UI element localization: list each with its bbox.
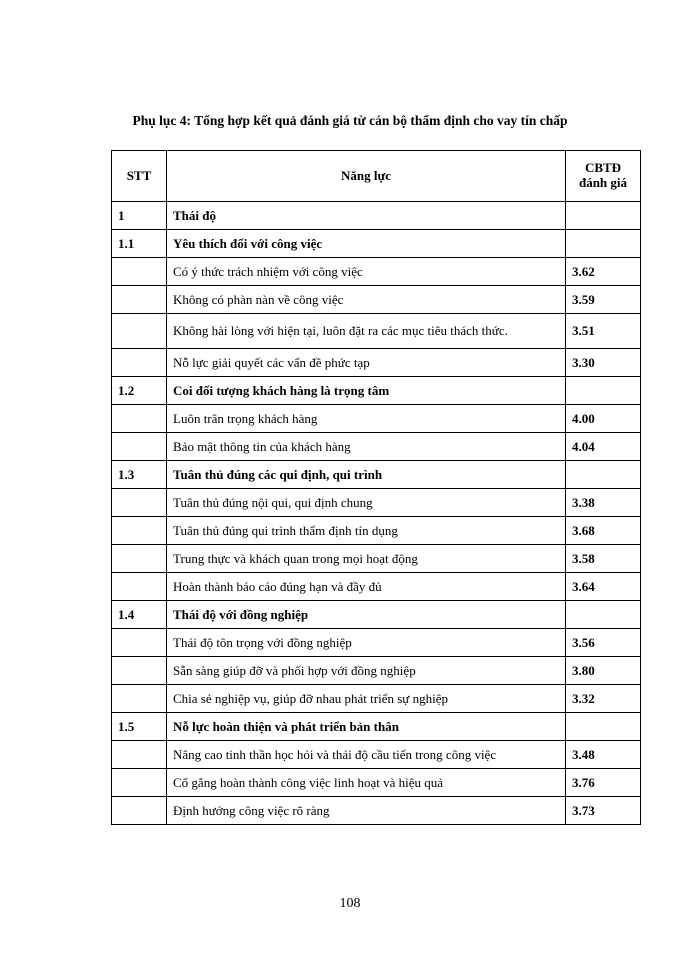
table-row [112, 629, 641, 657]
table-row [112, 517, 641, 545]
stt-cell [112, 517, 167, 545]
table-row [112, 258, 641, 286]
stt-cell [112, 629, 167, 657]
competency-cell: Bảo mật thông tin của khách hàng [167, 433, 566, 461]
stt-cell [112, 286, 167, 314]
evaluation-table [111, 150, 641, 825]
stt-cell: 1.4 [112, 601, 167, 629]
page-number: 108 [339, 896, 361, 911]
score-cell [566, 713, 641, 741]
table-row [112, 657, 641, 685]
competency-cell: Tuân thủ đúng nội qui, qui định chung [167, 489, 566, 517]
section-row [112, 461, 641, 489]
competency-cell: Trung thực và khách quan trong mọi hoạt động [167, 545, 566, 573]
score-cell: 3.30 [566, 349, 641, 377]
score-cell: 3.48 [566, 741, 641, 769]
section-row [112, 202, 641, 230]
competency-cell: Hoàn thành báo cáo đúng hạn và đầy đủ [167, 573, 566, 601]
competency-cell: Chia sẻ nghiệp vụ, giúp đỡ nhau phát triển sự nghiệp [167, 685, 566, 713]
table-row [112, 349, 641, 377]
score-cell: 3.51 [566, 314, 641, 349]
table-row [112, 286, 641, 314]
competency-cell: Tuân thủ đúng qui trình thẩm định tín dụng [167, 517, 566, 545]
competency-cell: Cố gắng hoàn thành công việc linh hoạt và hiệu quả [167, 769, 566, 797]
table-row [112, 797, 641, 825]
stt-cell [112, 405, 167, 433]
section-row [112, 601, 641, 629]
page-title: Phụ lục 4: Tổng hợp kết quả đánh giá từ cán bộ thẩm định cho vay tín chấp [132, 113, 568, 128]
score-cell: 3.56 [566, 629, 641, 657]
stt-cell [112, 797, 167, 825]
stt-cell: 1.1 [112, 230, 167, 258]
stt-cell [112, 258, 167, 286]
stt-cell [112, 741, 167, 769]
score-cell [566, 230, 641, 258]
table-header-row [112, 151, 641, 202]
competency-cell: Nỗ lực hoàn thiện và phát triển bản thân [167, 713, 566, 741]
stt-cell [112, 433, 167, 461]
stt-cell [112, 349, 167, 377]
score-cell: 3.59 [566, 286, 641, 314]
competency-cell: Luôn trân trọng khách hàng [167, 405, 566, 433]
stt-cell [112, 573, 167, 601]
table-row [112, 314, 641, 349]
score-cell: 3.68 [566, 517, 641, 545]
score-cell: 3.62 [566, 258, 641, 286]
score-cell: 4.04 [566, 433, 641, 461]
score-cell: 4.00 [566, 405, 641, 433]
header-nang-luc: Năng lực [167, 151, 566, 202]
score-cell [566, 377, 641, 405]
score-cell: 3.80 [566, 657, 641, 685]
competency-cell: Coi đối tượng khách hàng là trọng tâm [167, 377, 566, 405]
competency-cell: Sẵn sàng giúp đỡ và phối hợp với đồng nghiệp [167, 657, 566, 685]
stt-cell: 1.2 [112, 377, 167, 405]
table-row [112, 741, 641, 769]
score-cell [566, 202, 641, 230]
score-cell: 3.76 [566, 769, 641, 797]
table-row [112, 489, 641, 517]
stt-cell: 1.3 [112, 461, 167, 489]
table-row [112, 769, 641, 797]
competency-cell: Thái độ tôn trọng với đồng nghiệp [167, 629, 566, 657]
competency-cell: Không hài lòng với hiện tại, luôn đặt ra các mục tiêu thách thức. [167, 314, 566, 349]
stt-cell [112, 314, 167, 349]
header-cbtd-danh-gia: CBTĐ đánh giá [566, 151, 641, 202]
stt-cell [112, 545, 167, 573]
stt-cell: 1.5 [112, 713, 167, 741]
competency-cell: Không có phàn nàn về công việc [167, 286, 566, 314]
section-row [112, 230, 641, 258]
competency-cell: Yêu thích đối với công việc [167, 230, 566, 258]
table-row [112, 405, 641, 433]
header-stt: STT [112, 151, 167, 202]
score-cell: 3.73 [566, 797, 641, 825]
competency-cell: Có ý thức trách nhiệm với công việc [167, 258, 566, 286]
stt-cell [112, 769, 167, 797]
competency-cell: Tuân thủ đúng các qui định, qui trình [167, 461, 566, 489]
score-cell [566, 601, 641, 629]
competency-cell: Nỗ lực giải quyết các vấn đề phức tạp [167, 349, 566, 377]
stt-cell [112, 685, 167, 713]
stt-cell [112, 489, 167, 517]
score-cell: 3.64 [566, 573, 641, 601]
competency-cell: Nâng cao tinh thần học hỏi và thái độ cầu tiến trong công việc [167, 741, 566, 769]
competency-cell: Thái độ với đồng nghiệp [167, 601, 566, 629]
section-row [112, 377, 641, 405]
competency-cell: Thái độ [167, 202, 566, 230]
table-row [112, 545, 641, 573]
score-cell: 3.38 [566, 489, 641, 517]
competency-cell: Định hướng công việc rõ ràng [167, 797, 566, 825]
table-row [112, 573, 641, 601]
score-cell: 3.32 [566, 685, 641, 713]
score-cell: 3.58 [566, 545, 641, 573]
table-row [112, 433, 641, 461]
stt-cell: 1 [112, 202, 167, 230]
section-row [112, 713, 641, 741]
score-cell [566, 461, 641, 489]
stt-cell [112, 657, 167, 685]
table-row [112, 685, 641, 713]
